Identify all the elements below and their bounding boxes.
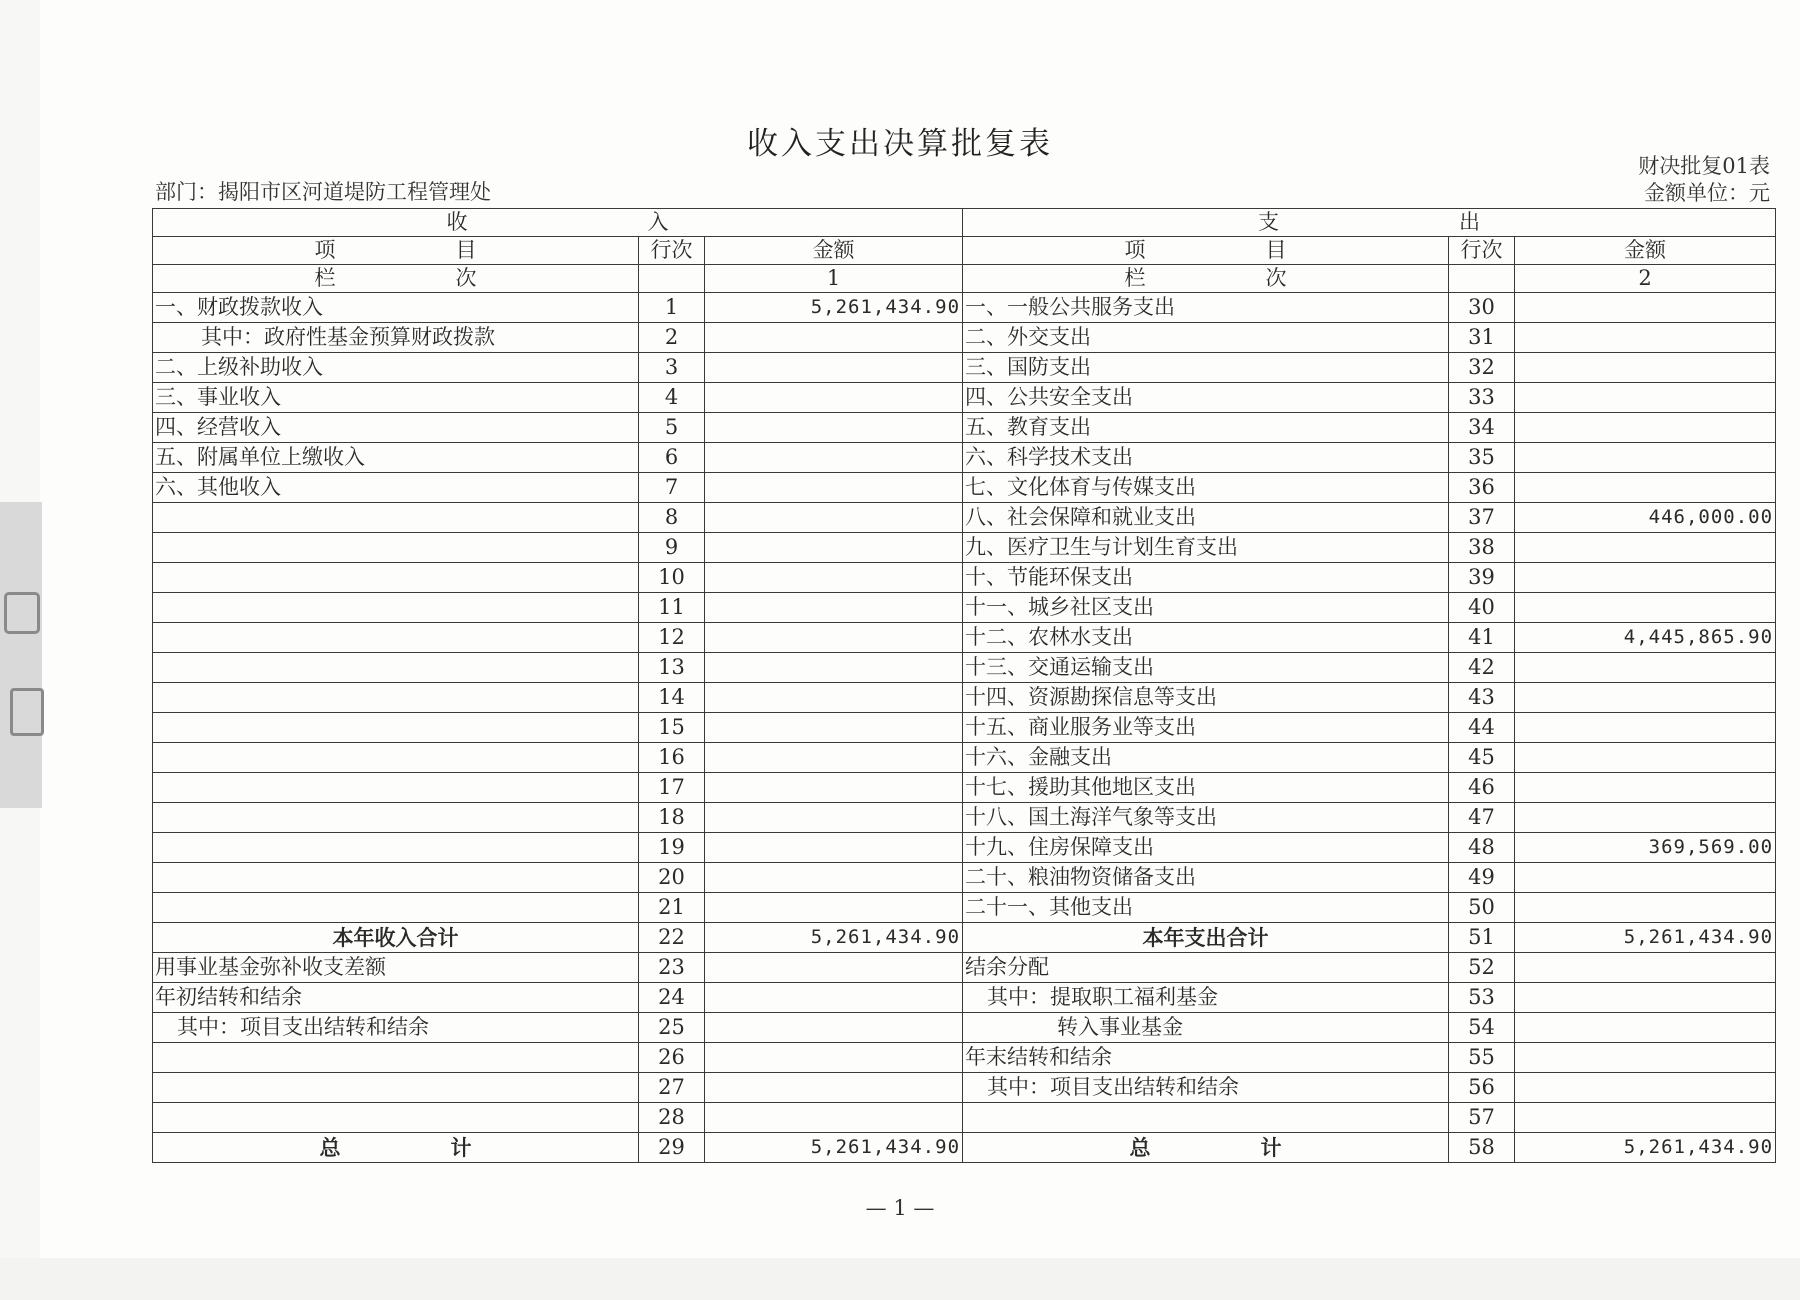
income-item-label [153,803,639,833]
expense-line-no: 32 [1449,353,1515,383]
income-amount [705,1103,963,1133]
expense-amount [1515,803,1776,833]
page-number: — 1 — [865,1196,935,1220]
expense-item-label: 二十一、其他支出 [963,893,1449,923]
income-line-no: 5 [639,413,705,443]
expense-amount [1515,563,1776,593]
expense-line-no: 41 [1449,623,1515,653]
income-group-header: 收 入 [153,209,963,237]
column-header-row [153,237,1776,265]
table-row [153,413,1776,443]
expense-amount: 4,445,865.90 [1515,623,1776,653]
expense-line-no: 37 [1449,503,1515,533]
table-row [153,533,1776,563]
income-item-label [153,713,639,743]
expense-amount [1515,353,1776,383]
expense-line-no: 35 [1449,443,1515,473]
income-amount [705,593,963,623]
expense-item-label: 十四、资源勘探信息等支出 [963,683,1449,713]
income-amount [705,353,963,383]
income-line-no: 10 [639,563,705,593]
expense-item-label: 十、节能环保支出 [963,563,1449,593]
expense-amount [1515,683,1776,713]
income-item-label: 用事业基金弥补收支差额 [153,953,639,983]
income-item-label: 五、附属单位上缴收入 [153,443,639,473]
income-total-amount: 5,261,434.90 [705,1133,963,1163]
income-amount [705,983,963,1013]
table-row [153,503,1776,533]
scan-bottom-edge [0,1258,1800,1300]
expense-column-label: 栏 次 [963,265,1449,293]
table-row [153,743,1776,773]
expense-item-label: 五、教育支出 [963,413,1449,443]
income-amount [705,743,963,773]
income-amount [705,893,963,923]
income-item-label: 四、经营收入 [153,413,639,443]
expense-item-label: 结余分配 [963,953,1449,983]
final-accounts-table [152,208,1776,1163]
income-amount [705,473,963,503]
income-item-label [153,683,639,713]
form-code: 财决批复01表 [1638,154,1770,178]
income-amount [705,683,963,713]
income-amount-header: 金额 [705,237,963,265]
expense-item-header: 项 目 [963,237,1449,265]
expense-line-no: 55 [1449,1043,1515,1073]
income-line-no: 17 [639,773,705,803]
table-row [153,833,1776,863]
income-amount [705,413,963,443]
income-item-label: 一、财政拨款收入 [153,293,639,323]
expense-amount: 369,569.00 [1515,833,1776,863]
expense-amount [1515,653,1776,683]
expense-amount [1515,1013,1776,1043]
expense-line-no: 31 [1449,323,1515,353]
expense-amount [1515,473,1776,503]
table-row [153,1073,1776,1103]
income-line-no: 19 [639,833,705,863]
expense-line-no: 53 [1449,983,1515,1013]
table-row [153,593,1776,623]
income-amount [705,503,963,533]
expense-line-no: 36 [1449,473,1515,503]
income-line-no-header: 行次 [639,237,705,265]
income-item-label [153,1043,639,1073]
expense-line-no: 46 [1449,773,1515,803]
income-line-no: 23 [639,953,705,983]
expense-amount [1515,863,1776,893]
total-row [153,1133,1776,1163]
expense-amount: 446,000.00 [1515,503,1776,533]
income-line-no: 13 [639,653,705,683]
income-amount [705,713,963,743]
expense-line-no: 43 [1449,683,1515,713]
expense-amount [1515,713,1776,743]
income-amount [705,623,963,653]
income-item-label: 六、其他收入 [153,473,639,503]
expense-line-no: 44 [1449,713,1515,743]
income-total-label: 总 计 [153,1133,639,1163]
income-item-label: 二、上级补助收入 [153,353,639,383]
expense-item-label: 十一、城乡社区支出 [963,593,1449,623]
income-line-no: 25 [639,1013,705,1043]
table-row [153,623,1776,653]
expense-line-no-header: 行次 [1449,237,1515,265]
income-amount [705,533,963,563]
income-item-label: 其中：项目支出结转和结余 [153,1013,639,1043]
group-header-row [153,209,1776,237]
income-amount [705,833,963,863]
expense-line-no: 38 [1449,533,1515,563]
table-row [153,1103,1776,1133]
expense-amount [1515,383,1776,413]
expense-column-index: 2 [1515,265,1776,293]
column-index-row [153,265,1776,293]
income-amount [705,653,963,683]
income-amount [705,863,963,893]
table-row [153,443,1776,473]
expense-item-label: 年末结转和结余 [963,1043,1449,1073]
expense-amount-header: 金额 [1515,237,1776,265]
expense-amount [1515,293,1776,323]
page-title: 收入支出决算批复表 [747,126,1053,162]
expense-item-label: 二十、粮油物资储备支出 [963,863,1449,893]
expense-item-label: 其中：提取职工福利基金 [963,983,1449,1013]
expense-amount [1515,413,1776,443]
expense-amount [1515,443,1776,473]
income-amount [705,1043,963,1073]
unit-label: 金额单位：元 [1644,181,1770,205]
main-rows [153,293,1776,923]
expense-total-label: 总 计 [963,1133,1449,1163]
income-line-no: 6 [639,443,705,473]
income-item-label [153,773,639,803]
table-row [153,383,1776,413]
expense-item-label [963,1103,1449,1133]
expense-line-no: 39 [1449,563,1515,593]
table-row [153,563,1776,593]
table-row [153,803,1776,833]
income-line-no: 26 [639,1043,705,1073]
table-row [153,323,1776,353]
income-line-no: 8 [639,503,705,533]
income-amount [705,773,963,803]
scan-left-edge [0,502,42,808]
table-row [153,473,1776,503]
expense-item-label: 十三、交通运输支出 [963,653,1449,683]
income-item-label [153,893,639,923]
income-line-no: 12 [639,623,705,653]
expense-amount [1515,1103,1776,1133]
expense-line-no: 40 [1449,593,1515,623]
income-line-no: 24 [639,983,705,1013]
income-item-label: 其中：政府性基金预算财政拨款 [153,323,639,353]
income-item-label: 年初结转和结余 [153,983,639,1013]
income-line-no: 28 [639,1103,705,1133]
expense-subtotal-amount: 5,261,434.90 [1515,923,1776,953]
income-line-no: 21 [639,893,705,923]
expense-line-no: 34 [1449,413,1515,443]
income-subtotal-amount: 5,261,434.90 [705,923,963,953]
income-amount: 5,261,434.90 [705,293,963,323]
income-line-no: 16 [639,743,705,773]
income-line-no: 7 [639,473,705,503]
income-amount [705,383,963,413]
table-row [153,683,1776,713]
income-line-no: 2 [639,323,705,353]
income-line-no: 20 [639,863,705,893]
table-row [153,863,1776,893]
income-line-no: 11 [639,593,705,623]
income-subtotal-label: 本年收入合计 [153,923,639,953]
expense-line-no: 54 [1449,1013,1515,1043]
income-item-label [153,1103,639,1133]
expense-item-label: 转入事业基金 [963,1013,1449,1043]
expense-item-label: 八、社会保障和就业支出 [963,503,1449,533]
income-amount [705,563,963,593]
income-amount [705,1073,963,1103]
expense-item-label: 其中：项目支出结转和结余 [963,1073,1449,1103]
expense-amount [1515,533,1776,563]
table-row [153,653,1776,683]
expense-line-no: 56 [1449,1073,1515,1103]
expense-line-no: 48 [1449,833,1515,863]
income-item-label [153,563,639,593]
expense-line-no: 50 [1449,893,1515,923]
expense-line-no: 45 [1449,743,1515,773]
table-row [153,1043,1776,1073]
expense-amount [1515,1043,1776,1073]
subtotal-row [153,923,1776,953]
income-item-label [153,623,639,653]
income-item-header: 项 目 [153,237,639,265]
table-row [153,1013,1776,1043]
expense-amount [1515,593,1776,623]
table-row [153,773,1776,803]
income-item-label [153,593,639,623]
expense-item-label: 七、文化体育与传媒支出 [963,473,1449,503]
expense-subtotal-no: 51 [1449,923,1515,953]
income-item-label [153,653,639,683]
income-line-no: 3 [639,353,705,383]
expense-line-no: 42 [1449,653,1515,683]
expense-item-label: 二、外交支出 [963,323,1449,353]
table-row [153,293,1776,323]
income-item-label [153,1073,639,1103]
expense-item-label: 十八、国土海洋气象等支出 [963,803,1449,833]
scan-artifact-icon [10,688,44,736]
income-amount [705,443,963,473]
income-total-no: 29 [639,1133,705,1163]
expense-line-no: 30 [1449,293,1515,323]
expense-item-label: 四、公共安全支出 [963,383,1449,413]
income-line-no: 14 [639,683,705,713]
expense-total-no: 58 [1449,1133,1515,1163]
income-item-label [153,533,639,563]
expense-item-label: 十六、金融支出 [963,743,1449,773]
income-item-label [153,503,639,533]
income-amount [705,1013,963,1043]
income-line-no: 1 [639,293,705,323]
expense-item-label: 十七、援助其他地区支出 [963,773,1449,803]
expense-item-label: 一、一般公共服务支出 [963,293,1449,323]
income-line-no: 9 [639,533,705,563]
income-line-no: 27 [639,1073,705,1103]
income-column-index: 1 [705,265,963,293]
scan-artifact-icon [4,592,40,634]
expense-item-label: 三、国防支出 [963,353,1449,383]
expense-line-no: 47 [1449,803,1515,833]
expense-amount [1515,953,1776,983]
table-row [153,713,1776,743]
expense-item-label: 十五、商业服务业等支出 [963,713,1449,743]
expense-group-header: 支 出 [963,209,1776,237]
expense-amount [1515,323,1776,353]
expense-line-no: 57 [1449,1103,1515,1133]
expense-item-label: 九、医疗卫生与计划生育支出 [963,533,1449,563]
table-row [153,953,1776,983]
table-row [153,353,1776,383]
expense-amount [1515,773,1776,803]
income-line-no: 18 [639,803,705,833]
expense-amount [1515,983,1776,1013]
expense-line-no: 52 [1449,953,1515,983]
expense-amount [1515,1073,1776,1103]
expense-total-amount: 5,261,434.90 [1515,1133,1776,1163]
table-row [153,893,1776,923]
table-row [153,983,1776,1013]
expense-item-label: 六、科学技术支出 [963,443,1449,473]
income-item-label: 三、事业收入 [153,383,639,413]
income-line-no: 15 [639,713,705,743]
income-subtotal-no: 22 [639,923,705,953]
income-item-label [153,833,639,863]
expense-amount [1515,893,1776,923]
expense-line-no: 33 [1449,383,1515,413]
lower-rows [153,953,1776,1133]
income-amount [705,953,963,983]
expense-line-no: 49 [1449,863,1515,893]
income-line-no: 4 [639,383,705,413]
expense-item-label: 十二、农林水支出 [963,623,1449,653]
expense-item-label: 十九、住房保障支出 [963,833,1449,863]
income-amount [705,803,963,833]
income-column-label: 栏 次 [153,265,639,293]
department-label: 部门：揭阳市区河道堤防工程管理处 [155,180,491,204]
income-item-label [153,863,639,893]
expense-amount [1515,743,1776,773]
income-item-label [153,743,639,773]
expense-subtotal-label: 本年支出合计 [963,923,1449,953]
income-amount [705,323,963,353]
